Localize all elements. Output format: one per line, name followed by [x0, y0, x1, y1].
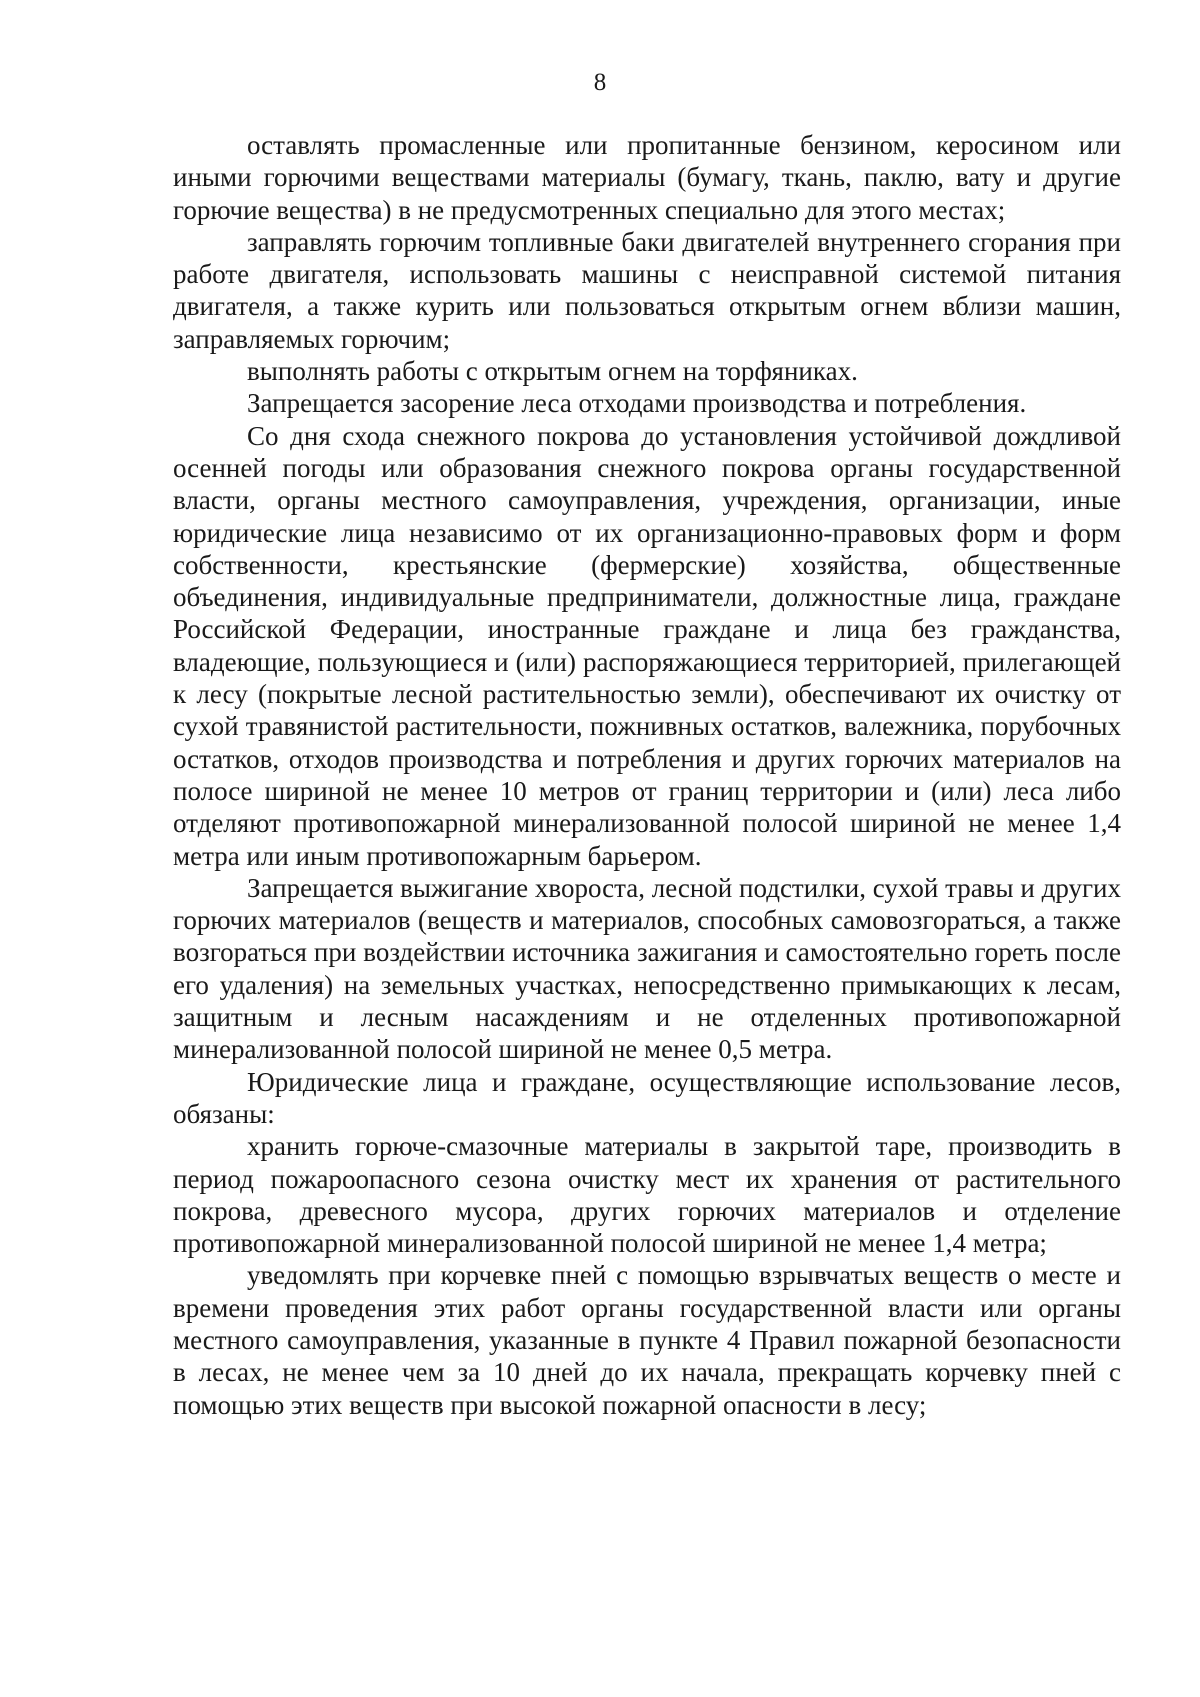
paragraph-prohibition-peat-fire: выполнять работы с открытым огнем на торфяниках. — [247, 356, 858, 387]
paragraph-cleaning-obligation: Со дня схода снежного покрова до установления устойчивой дождливой осенней погоды или образования снежного покрова органы государственной власти, органы местного самоуправления, учреждения, организации, иные юридические лица независимо от их организационно-правовых форм и форм собственности, крестьянские (фермерские) хозяйства, общественные объединения, индивидуальные предприниматели, должностные лица, граждане Российской Федерации, иностранные граждане и лица без гражданства, владеющие, пользующиеся и (или) распоряжающиеся территорией, прилегающей к лесу (покрытые лесной растительностью земли), обеспечивают их очистку от сухой травянистой растительности, пожнивных остатков, валежника, порубочных остатков, отходов производства и потребления и других горючих материалов на полосе шириной не менее 10 метров от границ территории и (или) леса либо отделяют противопожарной минерализованной полосой шириной не менее 1,4 метра или иным противопожарным барьером. — [173, 420, 1121, 871]
paragraph-prohibition-refueling: заправлять горючим топливные баки двигателей внутреннего сгорания при работе двигателя, использовать машины с неисправной системой питания двигателя, а также курить или пользоваться открытым огнем вблизи машин, заправляемых горючим; — [173, 226, 1121, 354]
paragraph-obligations-intro: Юридические лица и граждане, осуществляющие использование лесов, обязаны: — [173, 1066, 1121, 1129]
page-number: 8 — [593, 69, 607, 96]
paragraph-stump-blasting: уведомлять при корчевке пней с помощью взрывчатых веществ о месте и времени проведения этих работ органы государственной власти или органы местного самоуправления, указанные в пункте 4 Правил пожарной безопасности в лесах, не менее чем за 10 дней до их начала, прекращать корчевку пней с помощью этих веществ при высокой пожарной опасности в лесу; — [173, 1260, 1121, 1420]
paragraph-forest-littering: Запрещается засорение леса отходами производства и потребления. — [247, 388, 1027, 419]
paragraph-prohibition-oiled-materials: оставлять промасленные или пропитанные бензином, керосином или иными горючими веществами материалы (бумагу, ткань, паклю, вату и другие горючие вещества) в не предусмотренных специально для этого местах; — [173, 130, 1121, 225]
paragraph-burning-prohibition: Запрещается выжигание хвороста, лесной подстилки, сухой травы и других горючих материалов (веществ и материалов, способных самовозгораться, а также возгораться при воздействии источника зажигания и самостоятельно гореть после его удаления) на земельных участках, непосредственно примыкающих к лесам, защитным и лесным насаждениям и не отделенных противопожарной минерализованной полосой шириной не менее 0,5 метра. — [173, 872, 1121, 1065]
paragraph-fuel-storage: хранить горюче-смазочные материалы в закрытой таре, производить в период пожароопасного сезона очистку мест их хранения от растительного покрова, древесного мусора, других горючих материалов и отделение противопожарной минерализованной полосой шириной не менее 1,4 метра; — [173, 1131, 1121, 1259]
document-body — [173, 129, 1121, 1421]
